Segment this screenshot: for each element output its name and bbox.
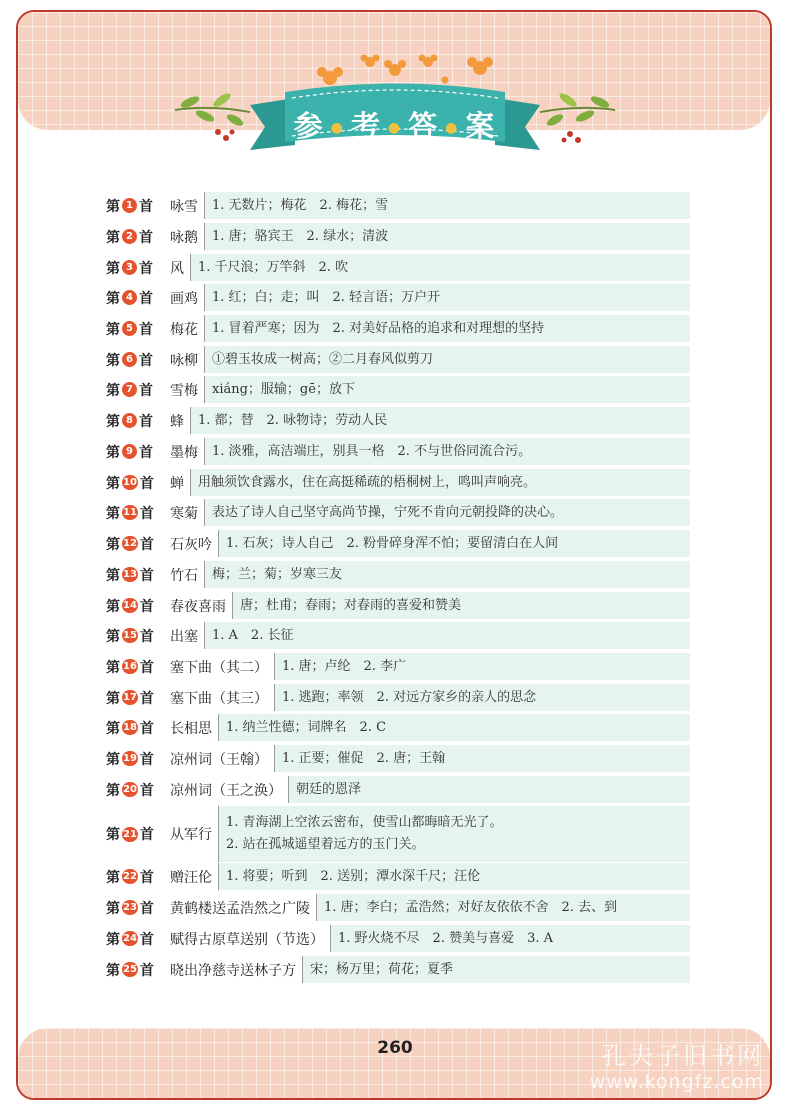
index-suffix: 首: [139, 690, 154, 707]
poem-index: [104, 745, 170, 772]
index-badge: 12: [123, 538, 137, 549]
poem-title: 黄鹤楼送孟浩然之广陵: [170, 894, 317, 921]
index-badge: 10: [123, 477, 137, 488]
index-prefix: 第: [106, 931, 120, 948]
poem-index: [104, 714, 170, 741]
answer-text: 1. 纳兰性德；词牌名 2. C: [226, 719, 387, 735]
index-prefix: 第: [106, 628, 120, 645]
index-prefix: 第: [106, 321, 120, 338]
answer-row: [104, 806, 690, 862]
page-number: 260: [377, 1038, 413, 1058]
watermark-url: www.kongfz.com: [589, 1071, 764, 1093]
title-char: 参: [293, 109, 325, 143]
index-badge: 16: [123, 661, 137, 672]
poem-index: [104, 894, 170, 921]
poem-title: 蝉: [170, 469, 191, 496]
answer-row: [104, 346, 690, 373]
answer-text: 1. 冒着严寒；因为 2. 对美好品格的追求和对理想的坚持: [212, 320, 545, 336]
index-prefix: 第: [106, 690, 120, 707]
index-badge: 15: [123, 630, 137, 641]
poem-title: 墨梅: [170, 438, 205, 465]
poem-title: 长相思: [170, 714, 219, 741]
answer-row: [104, 956, 690, 983]
poem-index: [104, 530, 170, 557]
title-char: 案: [465, 109, 497, 143]
answer-row: [104, 254, 690, 281]
answer-text: 1. 野火烧不尽 2. 赞美与喜爱 3. A: [338, 930, 553, 946]
index-badge: 19: [123, 753, 137, 764]
poem-index: [104, 223, 170, 250]
answer-row: [104, 407, 690, 434]
poem-index: [104, 925, 170, 952]
poem-index: [104, 622, 170, 649]
answer-text: 唐；杜甫；春雨；对春雨的喜爱和赞美: [240, 597, 462, 613]
index-prefix: 第: [106, 505, 120, 522]
index-prefix: 第: [106, 260, 120, 277]
title-char: 考: [350, 109, 382, 143]
index-suffix: 首: [139, 290, 153, 307]
answer-text: 1. 红；白；走；叫 2. 轻言语；万户开: [212, 289, 441, 305]
poem-index: [104, 254, 170, 281]
index-suffix: 首: [139, 260, 153, 277]
poem-title: 塞下曲（其二）: [170, 653, 275, 680]
index-prefix: 第: [106, 413, 120, 430]
index-badge: 23: [123, 902, 137, 913]
page-title: [0, 104, 790, 145]
answer-row: [104, 714, 690, 741]
poem-index: [104, 776, 170, 803]
poem-title: 赋得古原草送别（节选）: [170, 925, 331, 952]
poem-index: [104, 284, 170, 311]
index-prefix: 第: [106, 290, 120, 307]
index-badge: 9: [122, 444, 137, 459]
index-prefix: 第: [106, 827, 120, 843]
answer-row: [104, 592, 690, 619]
answer-row: [104, 894, 690, 921]
index-prefix: 第: [106, 198, 120, 215]
index-prefix: 第: [106, 659, 120, 676]
answer-row: [104, 622, 690, 649]
index-badge: 7: [122, 382, 137, 397]
index-suffix: 首: [139, 505, 154, 522]
index-prefix: 第: [106, 536, 120, 553]
index-prefix: 第: [106, 567, 120, 584]
index-badge: 18: [123, 722, 137, 733]
index-prefix: 第: [106, 869, 120, 886]
index-suffix: 首: [139, 751, 154, 768]
poem-index: [104, 469, 170, 496]
answer-text: 梅；兰；菊；岁寒三友: [212, 566, 343, 582]
poem-index: [104, 653, 170, 680]
index-badge: 4: [122, 290, 137, 305]
poem-index: [104, 956, 170, 983]
poem-index: [104, 407, 170, 434]
index-suffix: 首: [139, 352, 153, 369]
answer-text: 1. 将要；听到 2. 送别；潭水深千尺；汪伦: [226, 868, 481, 884]
answer-row: [104, 284, 690, 311]
answer-text: 1. 正要；催促 2. 唐；王翰: [282, 750, 446, 766]
poem-title: 凉州词（王翰）: [170, 745, 275, 772]
poem-title: 寒菊: [170, 499, 205, 526]
index-badge: 5: [122, 321, 137, 336]
index-suffix: 首: [139, 782, 154, 799]
answer-row: [104, 315, 690, 342]
title-char: 答: [408, 109, 440, 143]
poem-title: 凉州词（王之涣）: [170, 776, 289, 803]
index-badge: 8: [122, 413, 137, 428]
poem-title: 从军行: [170, 806, 219, 862]
answer-row: [104, 223, 690, 250]
poem-index: [104, 315, 170, 342]
poem-index: [104, 863, 170, 890]
index-suffix: 首: [139, 900, 154, 917]
index-suffix: 首: [139, 659, 154, 676]
index-prefix: 第: [106, 475, 120, 492]
index-suffix: 首: [139, 869, 154, 886]
poem-index: [104, 376, 170, 403]
index-prefix: 第: [106, 900, 120, 917]
index-suffix: 首: [139, 598, 154, 615]
index-prefix: 第: [106, 229, 120, 246]
index-badge: 25: [123, 964, 137, 975]
watermark-name: 孔夫子旧书网: [602, 1042, 764, 1070]
answer-text: 1. 唐；李白；孟浩然；对好友依依不舍 2. 去、到: [324, 899, 618, 915]
answer-text: ①碧玉妆成一树高；②二月春风似剪刀: [212, 351, 434, 367]
answer-row: [104, 192, 690, 219]
poem-title: 竹石: [170, 561, 205, 588]
poem-title: 出塞: [170, 622, 205, 649]
poem-index: [104, 346, 170, 373]
index-badge: 20: [123, 784, 137, 795]
answer-text: 用触须饮食露水，住在高挺稀疏的梧桐树上，鸣叫声响亮。: [198, 474, 537, 490]
flower-icon: [317, 55, 493, 86]
answer-text: 1. 唐；骆宾王 2. 绿水；清波: [212, 228, 389, 244]
answer-row: [104, 376, 690, 403]
answer-text: 朝廷的恩泽: [296, 781, 362, 797]
index-prefix: 第: [106, 598, 120, 615]
poem-index: [104, 684, 170, 711]
index-suffix: 首: [139, 567, 154, 584]
answer-text: 1. A 2. 长征: [212, 627, 294, 643]
answer-row: [104, 863, 690, 890]
index-suffix: 首: [139, 536, 154, 553]
poem-index: [104, 806, 170, 862]
index-suffix: 首: [139, 827, 154, 843]
index-badge: 13: [123, 569, 137, 580]
index-suffix: 首: [139, 229, 153, 246]
index-badge: 17: [123, 692, 137, 703]
poem-title: 石灰吟: [170, 530, 219, 557]
index-suffix: 首: [139, 628, 154, 645]
answer-row: [104, 469, 690, 496]
answer-text: 表达了诗人自己坚守高尚节操，宁死不肯向元朝投降的决心。: [212, 504, 564, 520]
answer-line: 1. 青海湖上空浓云密布，使雪山都晦暗无光了。: [226, 815, 503, 830]
index-prefix: 第: [106, 382, 120, 399]
index-prefix: 第: [106, 782, 120, 799]
index-badge: 1: [122, 198, 137, 213]
poem-title: 晓出净慈寺送林子方: [170, 956, 303, 983]
answer-text: 1. 千尺浪；万竿斜 2. 吹: [198, 259, 349, 275]
answer-text: 1. 无数片；梅花 2. 梅花；雪: [212, 197, 389, 213]
answer-row: [104, 561, 690, 588]
index-suffix: 首: [139, 321, 153, 338]
index-prefix: 第: [106, 444, 120, 461]
index-prefix: 第: [106, 352, 120, 369]
index-suffix: 首: [139, 475, 154, 492]
index-badge: 21: [123, 828, 137, 840]
watermark: [590, 1036, 764, 1093]
answer-text: xiáng；服输；gē；放下: [212, 381, 355, 397]
poem-title: 塞下曲（其三）: [170, 684, 275, 711]
index-prefix: 第: [106, 751, 120, 768]
index-badge: 22: [123, 871, 137, 882]
poem-title: 咏柳: [170, 346, 205, 373]
answer-text: [219, 812, 503, 856]
answer-row: [104, 499, 690, 526]
answer-text: 1. 唐；卢纶 2. 李广: [282, 658, 407, 674]
answer-text: 1. 都；替 2. 咏物诗；劳动人民: [198, 412, 388, 428]
index-badge: 24: [123, 933, 137, 944]
answer-text: 1. 淡雅，高洁端庄，别具一格 2. 不与世俗同流合污。: [212, 443, 532, 459]
poem-index: [104, 499, 170, 526]
index-badge: 3: [122, 260, 137, 275]
answer-row: [104, 745, 690, 772]
poem-index: [104, 561, 170, 588]
index-prefix: 第: [106, 720, 120, 737]
index-badge: 6: [122, 352, 137, 367]
answer-row: [104, 776, 690, 803]
answer-row: [104, 438, 690, 465]
answer-text: 1. 逃跑；率领 2. 对远方家乡的亲人的思念: [282, 689, 537, 705]
index-prefix: 第: [106, 962, 120, 979]
poem-title: 咏鹅: [170, 223, 205, 250]
index-suffix: 首: [139, 198, 153, 215]
answer-row: [104, 925, 690, 952]
answer-text: 宋；杨万里；荷花；夏季: [310, 961, 454, 977]
title-separator: ●: [445, 120, 460, 136]
index-badge: 2: [122, 229, 137, 244]
index-suffix: 首: [139, 962, 154, 979]
poem-index: [104, 192, 170, 219]
answer-row: [104, 653, 690, 680]
index-suffix: 首: [139, 382, 153, 399]
poem-title: 赠汪伦: [170, 863, 219, 890]
index-suffix: 首: [139, 931, 154, 948]
poem-title: 春夜喜雨: [170, 592, 233, 619]
poem-title: 画鸡: [170, 284, 205, 311]
poem-index: [104, 592, 170, 619]
index-suffix: 首: [139, 413, 153, 430]
poem-title: 风: [170, 254, 191, 281]
answer-text: 1. 石灰；诗人自己 2. 粉骨碎身浑不怕；要留清白在人间: [226, 535, 559, 551]
index-badge: 14: [123, 600, 137, 611]
answer-row: [104, 684, 690, 711]
poem-index: [104, 438, 170, 465]
title-separator: ●: [330, 120, 345, 136]
poem-title: 咏雪: [170, 192, 205, 219]
title-separator: ●: [387, 120, 403, 136]
index-suffix: 首: [139, 444, 153, 461]
index-badge: 11: [123, 507, 137, 518]
poem-title: 蜂: [170, 407, 191, 434]
poem-title: 雪梅: [170, 376, 205, 403]
poem-title: 梅花: [170, 315, 205, 342]
answer-row: [104, 530, 690, 557]
index-suffix: 首: [139, 720, 154, 737]
answer-line: 2. 站在孤城遥望着远方的玉门关。: [226, 837, 425, 852]
